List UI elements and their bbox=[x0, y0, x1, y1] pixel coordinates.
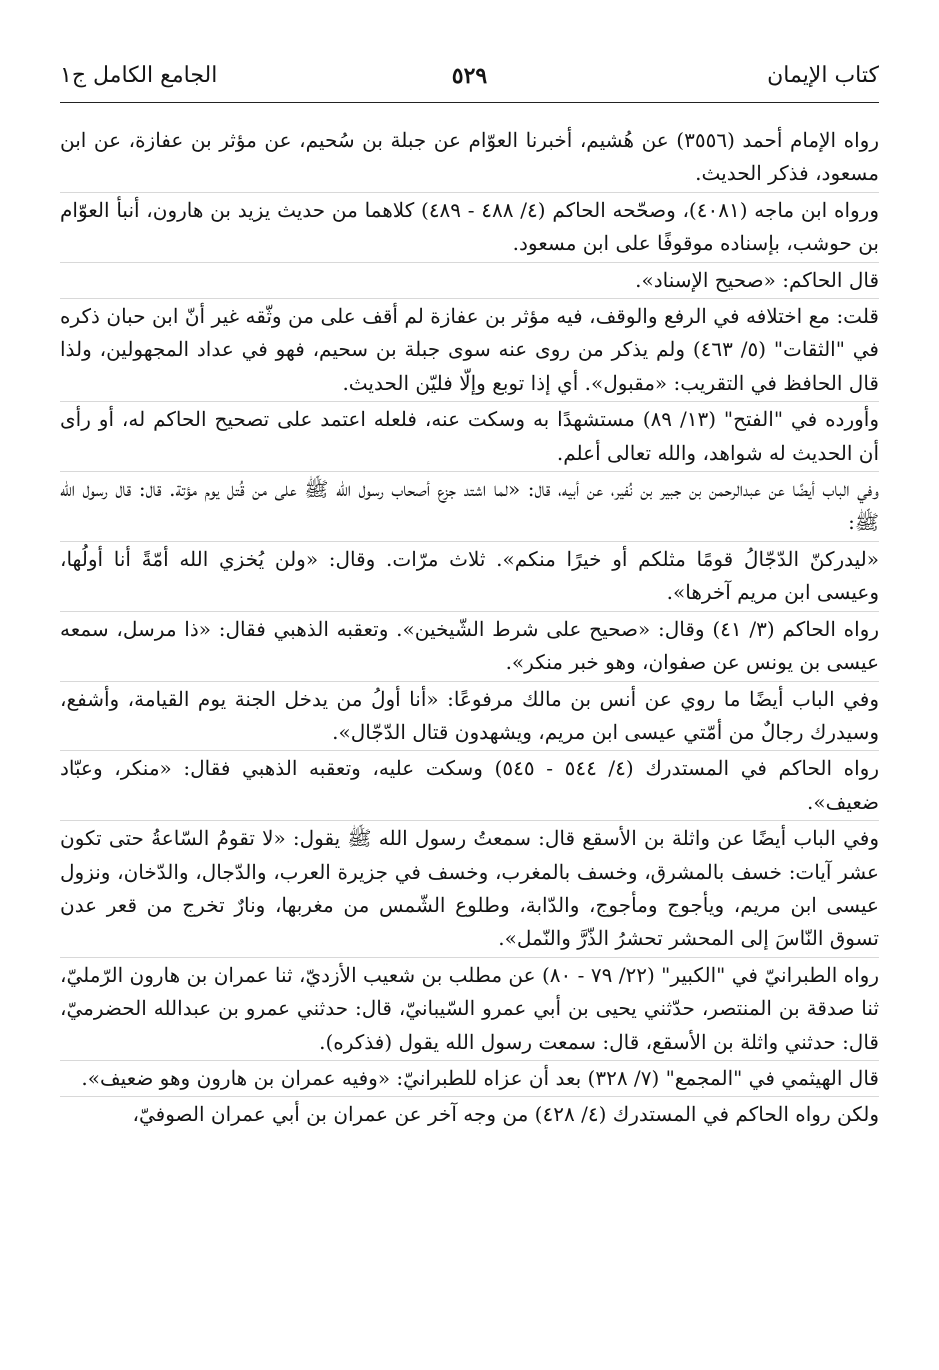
paragraph: رواه الحاكم (٣/ ٤١) وقال: «صحيح على شرط الشّيخين». وتعقبه الذهبي فقال: «ذا مرسل، سمعه عيسى بن يونس عن صفوان، وهو خبر منكر». bbox=[60, 613, 879, 682]
paragraph: قال الحاكم: «صحيح الإسناد». bbox=[60, 264, 879, 299]
paragraph: وأورده في "الفتح" (١٣/ ٨٩) مستشهدًا به وسكت عنه، فلعله اعتمد على تصحيح الحاكم له، أو رأى أن الحديث له شواهد، والله تعالى أعلم. bbox=[60, 403, 879, 472]
paragraph: قلت: مع اختلافه في الرفع والوقف، فيه مؤثر بن عفازة لم أقف على من وثّقه غير أنّ ابن حبان ذكره في "الثقات" (٥/ ٤٦٣) ولم يذكر من روى عنه سوى جبلة بن سحيم، فهو في عداد المجهولين، ولذا قال الحافظ في التقريب: «مقبول». أي إذا توبع وإلّا فليّن الحديث. bbox=[60, 300, 879, 402]
paragraph: رواه الإمام أحمد (٣٥٥٦) عن هُشيم، أخبرنا العوّام عن جبلة بن سُحيم، عن مؤثر بن عفازة، عن ابن مسعود، فذكر الحديث. bbox=[60, 124, 879, 193]
paragraph: ولكن رواه الحاكم في المستدرك (٤/ ٤٢٨) من وجه آخر عن عمران بن أبي عمران الصوفيّ، bbox=[132, 1102, 879, 1127]
page-body bbox=[60, 124, 879, 1134]
paragraph: رواه الطبرانيّ في "الكبير" (٢٢/ ٧٩ - ٨٠) عن مطلب بن شعيب الأزديّ، ثنا عمران بن هارون الرّمليّ، ثنا صدقة بن المنتصر، حدّثني يحيى بن أبي عمرو السّيبانيّ، قال: حدثني عمرو بن عبدالله الحضرميّ، قال: حدثني واثلة بن الأسقع، قال: سمعت رسول الله يقول (فذكره). bbox=[60, 959, 879, 1061]
paragraph: وفي الباب أيضًا عن واثلة بن الأسقع قال: سمعتُ رسول الله ﷺ يقول: «لا تقومُ السّاعةُ حتى تكون عشر آيات: خسف بالمشرق، وخسف بالمغرب، وخسف في جزيرة العرب، والدّجال، والدّخان، ونزول عيسى ابن مريم، ويأجوج ومأجوج، والدّابة، وطلوع الشّمس من مغربها، ونارٌ تخرج من قعر عدن تسوق النّاسَ إلى المحشر تحشرُ الذّرَّ والنّمل». bbox=[60, 822, 879, 958]
page-number: ٥٢٩ bbox=[451, 63, 488, 89]
paragraph: ورواه ابن ماجه (٤٠٨١)، وصحّحه الحاكم (٤/ ٤٨٨ - ٤٨٩) كلاهما من حديث يزيد بن هارون، أنبأ العوّام بن حوشب، بإسناده موقوفًا على ابن مسعود. bbox=[60, 194, 879, 263]
paragraph: وفي الباب أيضًا عن عبدالرحمن بن جبير بن نُفير، عن أبيه، قال: «لما اشتد جزع أصحاب رسول الله ﷺ على من قُتل يوم مؤتة. قال: قال رسول الله ﷺ: bbox=[60, 473, 879, 542]
series-title: الجامع الكامل ج١ bbox=[60, 63, 218, 88]
page-header bbox=[60, 56, 879, 96]
paragraph: وفي الباب أيضًا ما روي عن أنس بن مالك مرفوعًا: «أنا أولُ من يدخل الجنة يوم القيامة، وأشفع، وسيدرك رجالٌ من أمّتي عيسى ابن مريم، ويشهدون قتال الدّجّال». bbox=[60, 683, 879, 752]
paragraph: رواه الحاكم في المستدرك (٤/ ٥٤٤ - ٥٤٥) وسكت عليه، وتعقبه الذهبي فقال: «منكر، وعبّاد ضعيف». bbox=[60, 752, 879, 821]
paragraph: قال الهيثمي في "المجمع" (٧/ ٣٢٨) بعد أن عزاه للطبرانيّ: «وفيه عمران بن هارون وهو ضعيف». bbox=[60, 1062, 879, 1097]
paragraph: «ليدركنّ الدّجّالُ قومًا مثلكم أو خيرًا منكم». ثلاث مرّات. وقال: «ولن يُخزي الله أمّةً أنا أولُها، وعيسى ابن مريم آخرها». bbox=[60, 543, 879, 612]
header-rule bbox=[60, 102, 879, 103]
book-title: كتاب الإيمان bbox=[767, 63, 879, 88]
